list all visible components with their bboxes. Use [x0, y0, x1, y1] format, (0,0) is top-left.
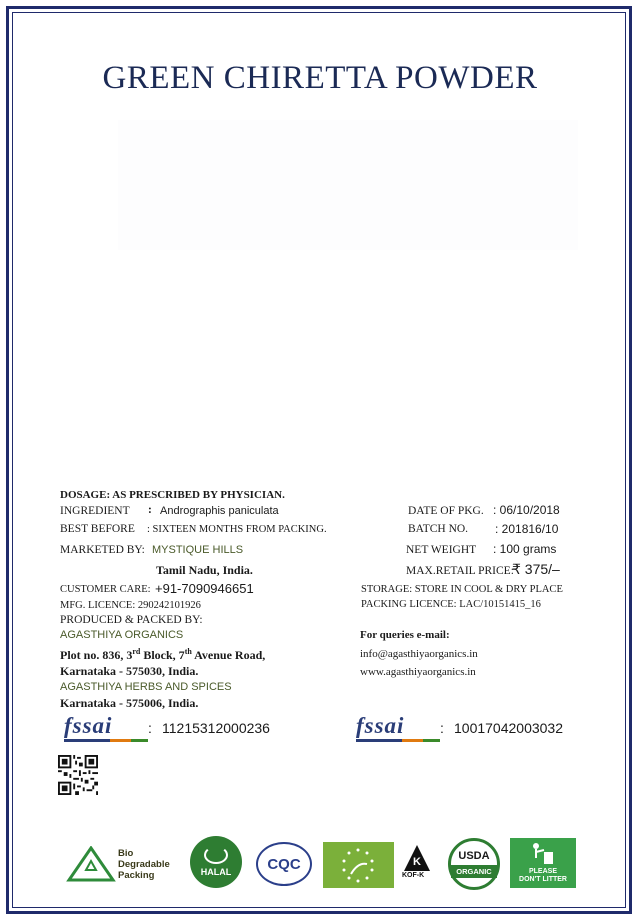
- fssai-right-number: 10017042003032: [454, 720, 564, 736]
- fssai-logo-right: fssai: [356, 713, 404, 739]
- customer-care-label: CUSTOMER CARE:: [60, 584, 151, 595]
- fssai-right-sep: :: [440, 720, 444, 736]
- litter-bin-icon: [530, 842, 556, 866]
- customer-care-value: +91-7090946651: [155, 581, 254, 596]
- net-weight-value: : 100 grams: [493, 542, 557, 556]
- batch-label: BATCH NO.: [408, 523, 469, 535]
- marketed-by-value: MYSTIQUE HILLS: [152, 544, 244, 556]
- storage-text: STORAGE: STORE IN COOL & DRY PLACE: [361, 584, 563, 595]
- website-text: www.agasthiyaorganics.in: [360, 666, 476, 678]
- recycle-icon: [66, 846, 116, 882]
- org2-name: AGASTHIYA HERBS AND SPICES: [60, 681, 232, 693]
- org1-address-line2: Karnataka - 575030, India.: [60, 664, 199, 678]
- best-before-value: : SIXTEEN MONTHS FROM PACKING.: [147, 524, 327, 535]
- ingredient-value: Andrographis paniculata: [160, 505, 279, 517]
- best-before-label: BEST BEFORE: [60, 523, 135, 535]
- email-text: info@agasthiyaorganics.in: [360, 648, 478, 660]
- org2-address: Karnataka - 575006, India.: [60, 696, 199, 710]
- usda-organic-logo: USDA ORGANIC: [448, 838, 500, 890]
- marketed-by-label: MARKETED BY:: [60, 544, 145, 556]
- halal-logo: HALAL: [190, 836, 242, 888]
- litter-line2: DON'T LITTER: [519, 876, 567, 883]
- dosage-text: DOSAGE: AS PRESCRIBED BY PHYSICIAN.: [60, 489, 285, 501]
- mrp-value: ₹ 375/–: [512, 561, 560, 577]
- litter-line1: PLEASE: [528, 868, 557, 875]
- qr-code-icon: [58, 755, 98, 795]
- marketed-location: Tamil Nadu, India.: [156, 563, 253, 577]
- net-weight-label: NET WEIGHT: [406, 544, 477, 556]
- fssai-left-sep: :: [148, 720, 152, 736]
- cqc-logo: CQC: [256, 842, 312, 886]
- batch-value: : 201816/10: [495, 522, 559, 536]
- mfg-licence: MFG. LICENCE: 290242101926: [60, 600, 201, 611]
- date-pkg-value: : 06/10/2018: [493, 503, 560, 517]
- bio-degradable-label: Bio Degradable Packing: [118, 848, 170, 881]
- fssai-logo-left: fssai: [64, 713, 112, 739]
- produced-by: PRODUCED & PACKED BY:: [60, 614, 203, 626]
- ingredient-label: INGREDIENT: [60, 505, 130, 517]
- product-title: GREEN CHIRETTA POWDER: [102, 60, 538, 96]
- eu-organic-leaf-icon: [323, 842, 394, 888]
- ingredient-sep: :: [148, 504, 152, 516]
- mrp-label: MAX.RETAIL PRICE:: [406, 565, 514, 577]
- org1-address-line1: Plot no. 836, 3rd Block, 7th Avenue Road,: [60, 647, 266, 662]
- packing-licence: PACKING LICENCE: LAC/10151415_16: [361, 599, 541, 610]
- queries-label: For queries e-mail:: [360, 629, 450, 641]
- blank-area: [118, 120, 578, 250]
- org1-name: AGASTHIYA ORGANICS: [60, 629, 184, 641]
- kof-k-logo: K KOF-K: [404, 845, 430, 877]
- date-pkg-label: DATE OF PKG.: [408, 505, 484, 517]
- please-dont-litter-logo: [510, 838, 576, 888]
- fssai-left-number: 11215312000236: [162, 720, 270, 736]
